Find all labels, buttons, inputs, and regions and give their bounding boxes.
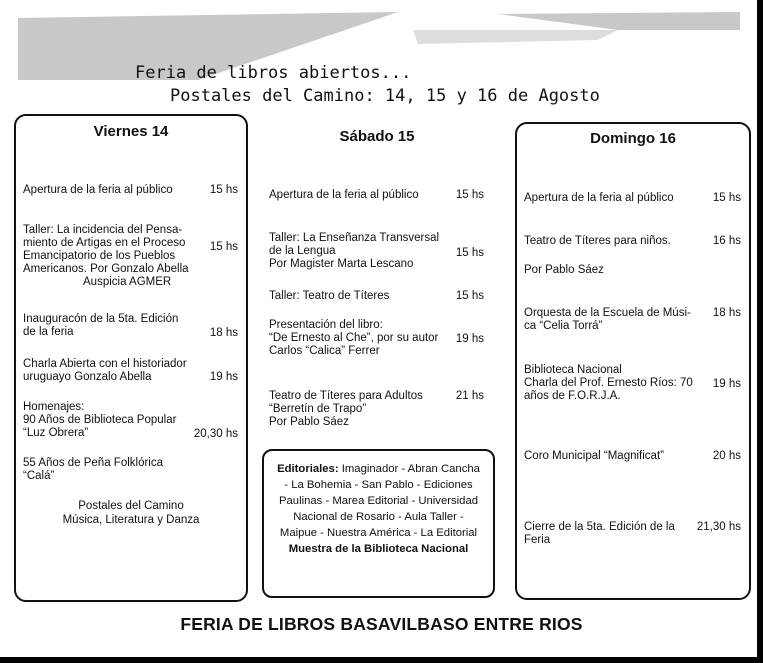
item-time: 15 hs (455, 290, 484, 302)
editoriales-label: Editoriales: (277, 463, 339, 475)
column-domingo (515, 122, 751, 600)
program-item (23, 184, 173, 197)
item-text: Apertura de la feria al público (524, 192, 674, 204)
item-time: 20 hs (712, 450, 741, 462)
item-text: uruguayo Gonzalo Abella (23, 371, 152, 383)
muestra-biblioteca: Muestra de la Biblioteca Nacional (288, 543, 469, 555)
footer-title: FERIA DE LIBROS BASAVILBASO ENTRE RIOS (180, 614, 583, 634)
program-item (269, 189, 419, 202)
item-time: 15 hs (455, 247, 484, 259)
program-item (524, 521, 675, 547)
item-text: Por Pablo Sáez (269, 416, 349, 428)
program-item (269, 390, 423, 429)
item-text: Cierre de la 5ta. Edición de la (524, 521, 675, 533)
item-text: “De Ernesto al Che”, por su autor (269, 332, 439, 344)
closing-line: Postales del Camino (78, 500, 184, 512)
item-text: Charla del Prof. Ernesto Ríos: 70 (524, 377, 693, 389)
item-text: Taller: La incidencia del Pensa- (23, 224, 183, 236)
editoriales-line: Paulinas - Marea Editorial - Universidad (278, 495, 479, 507)
item-time: 15 hs (712, 192, 741, 204)
item-time: 15 hs (209, 184, 238, 196)
item-text: Taller: La Enseñanza Transversal (269, 232, 440, 244)
program-item (524, 307, 691, 333)
item-text: ca “Celia Torrá” (524, 320, 603, 332)
item-text: de la feria (23, 326, 74, 338)
program-item (269, 319, 438, 358)
column-viernes (14, 114, 248, 602)
item-text: años de F.O.R.J.A. (524, 390, 621, 402)
program-item (524, 235, 671, 248)
header-title-line1: Feria de libros abiertos... (135, 63, 412, 83)
item-time: 19 hs (209, 371, 238, 383)
editoriales-line: Nacional de Rosario - Aula Taller - (293, 511, 464, 523)
item-text: Orquesta de la Escuela de Músi- (524, 307, 691, 319)
item-text: Taller: Teatro de Títeres (269, 290, 390, 302)
editoriales-box (262, 449, 495, 598)
program-item (269, 290, 389, 303)
program-item (524, 450, 664, 463)
editoriales-text (274, 461, 483, 557)
item-text: “Berretín de Trapo” (269, 403, 367, 415)
day-title-viernes: Viernes 14 (93, 123, 169, 140)
item-text: 55 Años de Peña Folklórica (23, 457, 164, 469)
program-item (23, 313, 178, 339)
item-time: 19 hs (455, 333, 484, 345)
item-text: Apertura de la feria al público (269, 189, 419, 201)
item-text: Auspicia AGMER (83, 276, 172, 288)
item-text: miento de Artigas en el Proceso (23, 237, 186, 249)
editoriales-line: Maipue - Nuestra América - La Editorial (279, 527, 478, 539)
header-title-line2: Postales del Camino: 14, 15 y 16 de Agosto (170, 86, 600, 106)
program-item (23, 401, 176, 440)
item-text: “Luz Obrera” (23, 427, 89, 439)
item-text: Por Magister Marta Lescano (269, 258, 414, 270)
item-text: Emancipatorio de los Pueblos (23, 250, 176, 262)
item-time: 21 hs (455, 390, 484, 402)
program-item (23, 358, 187, 384)
program-item (524, 364, 693, 403)
item-time: 16 hs (712, 235, 741, 247)
item-time: 18 hs (209, 327, 238, 339)
closing-note (16, 499, 246, 527)
item-time: 15 hs (455, 189, 484, 201)
program-item (524, 192, 674, 205)
item-text: Americanos. Por Gonzalo Abella (23, 263, 189, 275)
program-item (524, 264, 604, 277)
day-title-domingo: Domingo 16 (590, 130, 676, 147)
item-text: Charla Abierta con el historiador (23, 358, 187, 370)
editoriales-line: - La Bohemia - San Pablo - Ediciones (284, 479, 473, 491)
item-text: Teatro de Títeres para Adultos (269, 390, 423, 402)
closing-line: Música, Literatura y Danza (62, 514, 200, 526)
item-text: Teatro de Títeres para niños. (524, 235, 671, 247)
editoriales-line: Imaginador - Abran Cancha (341, 463, 480, 475)
item-text: Feria (524, 534, 551, 546)
item-time: 20,30 hs (193, 428, 238, 440)
item-time: 21,30 hs (696, 521, 741, 533)
item-text: de la Lengua (269, 245, 336, 257)
item-text: Inauguracón de la 5ta. Edición (23, 313, 179, 325)
item-text: Carlos “Calica” Ferrer (269, 345, 380, 357)
item-text: “Calá” (23, 470, 55, 482)
item-time: 18 hs (712, 307, 741, 319)
item-time: 19 hs (712, 378, 741, 390)
column-sabado (262, 122, 492, 462)
item-text: Homenajes: (23, 401, 85, 413)
item-text: Por Pablo Sáez (524, 264, 604, 276)
item-time: 15 hs (209, 241, 238, 253)
day-title-sabado: Sábado 15 (339, 128, 415, 145)
program-item (23, 224, 189, 289)
item-text: Presentación del libro: (269, 319, 383, 331)
program-item (269, 232, 439, 271)
item-text: 90 Años de Biblioteca Popular (23, 414, 177, 426)
program-item (23, 457, 163, 483)
item-text: Coro Municipal “Magnificat” (524, 450, 664, 462)
item-text: Biblioteca Nacional (524, 364, 622, 376)
item-text: Apertura de la feria al público (23, 184, 173, 196)
